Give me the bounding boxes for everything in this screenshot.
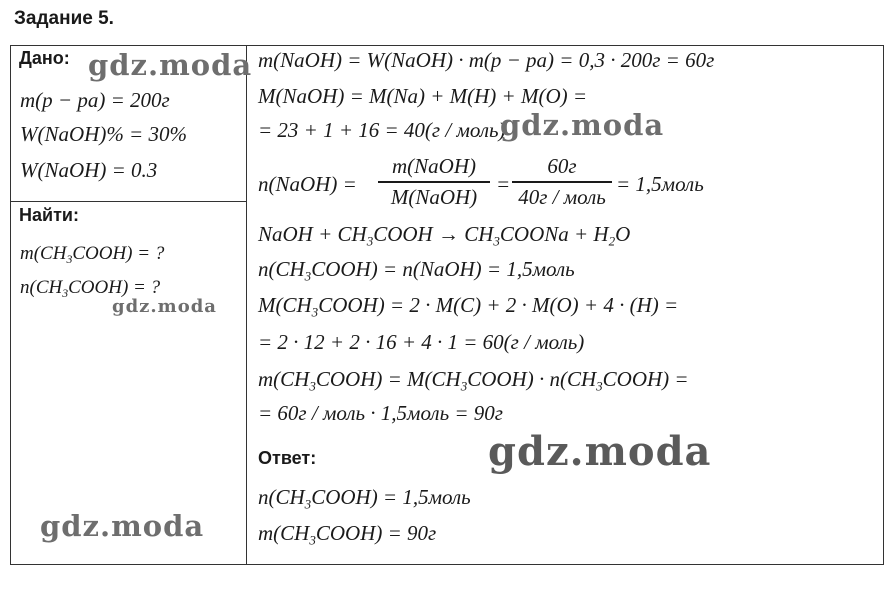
answer-label: Ответ:	[258, 448, 317, 468]
solution-line: $n(CH_3COOH)$ = n(NaOH) = 1,5моль	[258, 257, 575, 284]
watermark: gdz.moda	[112, 296, 217, 317]
solution-line: = 1,5моль	[616, 172, 704, 196]
watermark: gdz.moda	[488, 428, 712, 475]
watermark: gdz.moda	[500, 108, 665, 142]
fraction	[512, 154, 612, 210]
fraction-denominator: M(NaOH)	[390, 184, 478, 209]
find-label: Найти:	[19, 205, 79, 225]
column-divider	[246, 45, 247, 565]
equals-sign: =	[496, 172, 511, 196]
task-heading: Задание 5.	[14, 8, 114, 29]
solution-line: n(NaOH) =	[258, 172, 357, 196]
find-line: $n(CH_3COOH)$ = ?	[20, 277, 161, 301]
given-line: m(p − pa) = 200г	[20, 88, 170, 112]
answer-line: $m(CH_3COOH) = 90г$	[258, 521, 437, 548]
solution-line: M(NaOH) = M(Na) + M(H) + M(O) =	[258, 84, 588, 108]
fraction-bar	[512, 181, 612, 183]
fraction-numerator: 60г	[547, 154, 577, 178]
fraction-bar	[378, 181, 490, 183]
given-line: W(NaOH)% = 30%	[20, 122, 187, 146]
reaction-equation: NaOH + $CH_3COOH$ → $CH_3COONa + H_2O$	[258, 222, 631, 249]
solution-line: = 23 + 1 + 16 = 40(г / моль)	[258, 118, 506, 142]
given-find-divider	[10, 201, 247, 202]
watermark: gdz.moda	[40, 509, 205, 543]
find-line: $m(CH_3COOH)$ = ?	[20, 243, 165, 267]
fraction-denominator: 40г / моль	[518, 184, 606, 209]
given-line: W(NaOH) = 0.3	[20, 158, 158, 182]
solution-line: = 2 · 12 + 2 · 16 + 4 · 1 = 60(г / моль)	[258, 330, 585, 354]
fraction-numerator: m(NaOH)	[392, 154, 476, 178]
answer-line: $n(CH_3COOH)$ = 1,5моль	[258, 485, 471, 512]
watermark: gdz.moda	[88, 48, 253, 82]
solution-line: $M(CH_3COOH) = 2 \cdot M(C) + 2 \cdot M(O) + 4 \cdot (H)$ =	[258, 293, 679, 320]
fraction	[378, 154, 490, 210]
solution-line: m(NaOH) = W(NaOH) · m(p − pa) = 0,3 · 200г = 60г	[258, 48, 715, 72]
solution-line: = 60г / моль · 1,5моль = 90г	[258, 401, 503, 425]
given-label: Дано:	[19, 48, 70, 68]
solution-line: $m(CH_3COOH)$ = $M(CH_3COOH)$ · $n(CH_3COOH)$ =	[258, 367, 689, 394]
